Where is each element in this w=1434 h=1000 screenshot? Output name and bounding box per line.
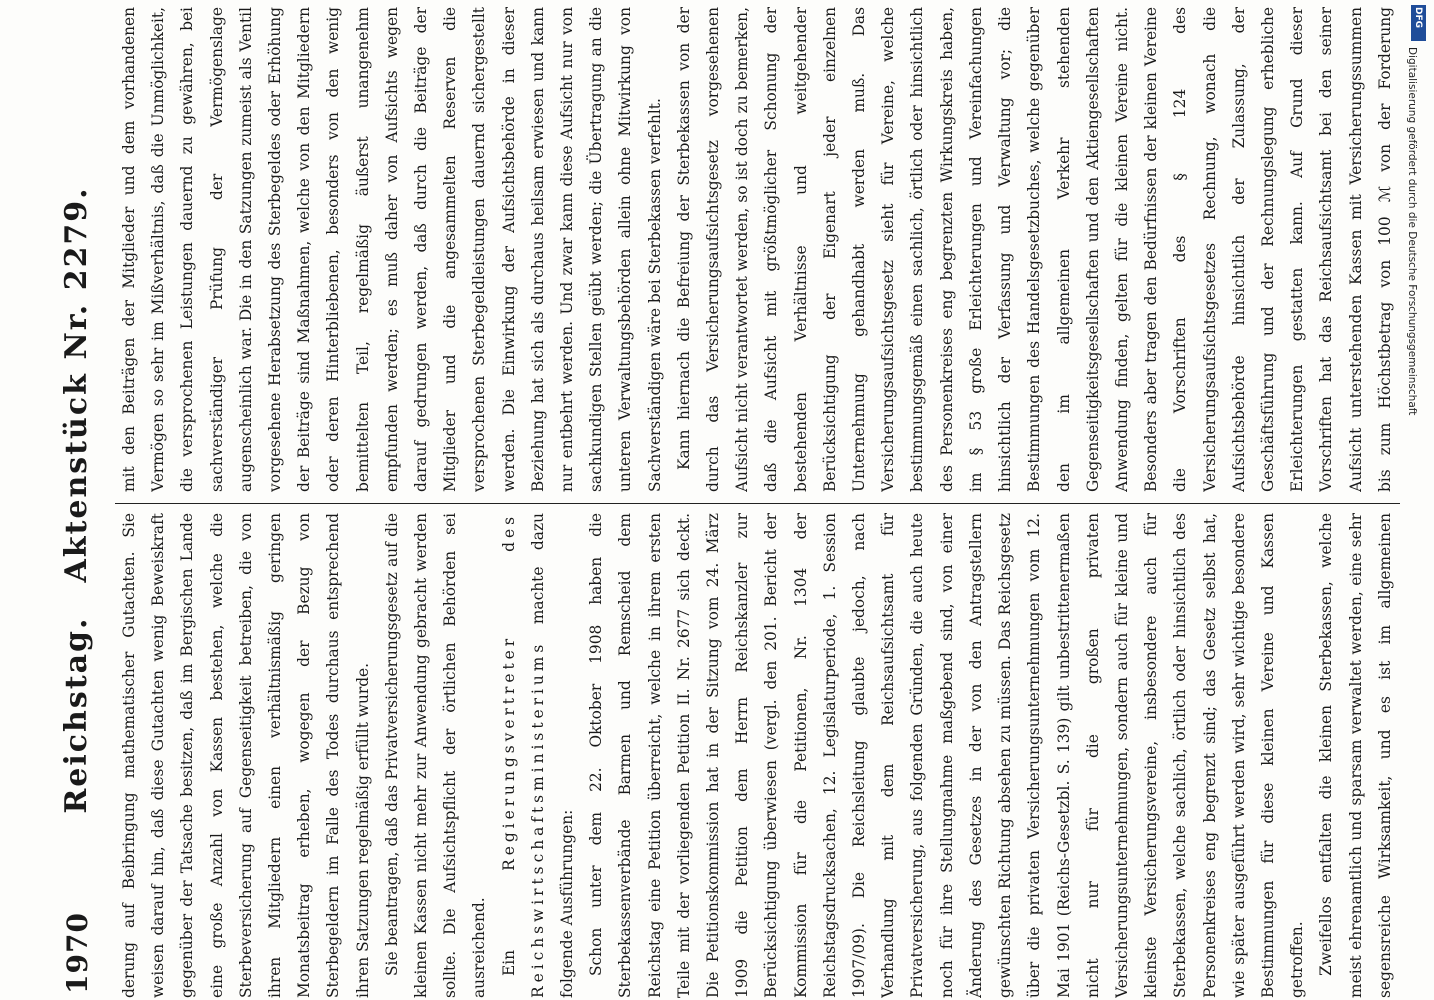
page-header (55, 0, 115, 1000)
column-rule (115, 503, 1400, 504)
dfg-logo-text: DFG (1413, 7, 1423, 29)
watermark-text: Digitalisierung gefördert durch die Deutsche Forschungsgemeinschaft (1406, 47, 1418, 416)
paragraph: mit den Beiträgen der Mitglieder und dem vorhandenen Vermögen so sehr im Mißverhältnis, daß die Unmöglichkeit, die versprochenen Leistungen dauernd zu gewähren, bei sachverständiger Prüfung der Vermögenslage augenscheinlich war. Die in den Satzungen zumeist als Ventil vorgesehene Herabsetzung des Sterbegeldes oder Erhöhung der Beiträge sind Maßnahmen, welche von den Mitgliedern oder deren Hinterbliebenen, besonders von den wenig bemittelten Teil, regelmäßig äußerst unangenehm empfunden werden; es muß daher von Aufsichts wegen darauf gedrungen werden, daß durch die Beiträge der Mitglieder und die angesammelten Reserven die versprochenen Sterbegeldleistungen dauernd sichergestellt werden. Die Einwirkung der Aufsichtsbehörde in dieser Beziehung hat sich als durchaus heilsam erwiesen und kann nur entbehrt werden. Und zwar kann diese Aufsicht nur von sachkundigen Stellen geübt werden; die Übertragung an die unteren Verwaltungsbehörden allein ohne Mitwirkung von Sachverständigen wäre bei Sterbekassen verfehlt. (120, 7, 664, 492)
paragraph: Schon unter dem 22. Oktober 1908 haben die Sterbekassenverbände Barmen und Remscheid dem Reichstag eine Petition überreicht, welche in ihrem ersten Teile mit der vorliegenden Petition II. Nr. 2677 sich deckt. Die Petitionskommission hat in der Sitzung vom 24. März 1909 die Petition dem Herrn Reichskanzler zur Berücksichtigung überwiesen (vergl. den 201. Bericht der Kommission für die Petitionen, Nr. 1304 der Reichstagsdrucksachen, 12. Legislaturperiode, 1. Session 1907/09). Die Reichsleitung glaubte jedoch, nach Verhandlung mit dem Reichsaufsichtsamt für Privatversicherung, aus folgenden Gründen, die auch heute noch für ihre Stellungnahme maßgebend sind, von einer Änderung des Gesetzes in der von den Antragstellern gewünschten Richtung absehen zu müssen. Das Reichsgesetz über die privaten Versicherungsunternehmungen vom 12. Mai 1901 (Reichs-Gesetzbl. S. 139) gilt unbestrittenermaßen nicht nur für die großen privaten Versicherungsunternehmungen, sondern auch für kleine und kleinste Versicherungsvereine, insbesondere auch für Sterbekassen, welche sachlich, örtlich oder hinsichtlich des Personenkreises eng begrenzt sind; das Gesetz selbst hat, wie später ausgeführt werden wird, sehr wichtige besondere Bestimmungen für diese kleinen Vereine und Kassen getroffen. (587, 513, 1307, 998)
paragraph: Kann hiernach die Befreiung der Sterbekassen von der durch das Versicherungsaufsichtsgesetz vorgesehenen Aufsicht nicht verantwortet werden, so ist doch zu bemerken, daß die Aufsicht mit größtmöglicher Schonung der bestehenden Verhältnisse und weitgehender Berücksichtigung der Eigenart jeder einzelnen Unternehmung gehandhabt werden muß. Das Versicherungsaufsichtsgesetz sieht für Vereine, welche bestimmungsgemäß einen sachlich, örtlich oder hinsichtlich des Personenkreises eng begrenzten Wirkungskreis haben, im § 53 große Erleichterungen und Vereinfachungen hinsichtlich der Verfassung und Verwaltung vor; die Bestimmungen des Handelsgesetzbuches, welche gegenüber den im allgemeinen Verkehr stehenden Gegenseitigkeitsgesellschaften und den Aktiengesellschaften Anwendung finden, gelten für die kleinen Vereine nicht. Besonders aber tragen den Bedürfnissen der kleinen Vereine die Vorschriften des § 124 des Versicherungsaufsichtsgesetzes Rechnung, wonach die Aufsichtsbehörde hinsichtlich der Zulassung, der Geschäftsführung und der Rechnungslegung erhebliche Erleichterungen gestatten kann. Auf Grund dieser Vorschriften hat das Reichsaufsichtsamt bei den seiner Aufsicht unterstehenden Kassen mit Versicherungssummen bis zum Höchstbetrag von 100 ℳ von der Forderung (674, 7, 1394, 492)
paragraph: derung auf Beibringung mathematischer Gutachten. Sie weisen darauf hin, daß diese Gutachten wenig Beweiskraft gegenüber der Tatsache besitzen, daß im Bergischen Lande eine große Anzahl von Kassen bestehen, welche die Sterbeversicherung auf Gegenseitigkeit betreiben, die von ihren Mitgliedern einen verhältnismäßig geringen Monatsbeitrag erheben, wogegen der Bezug von Sterbegeldern im Falle des Todes durchaus entsprechend ihren Satzungen regelmäßig erfüllt wurde. (120, 513, 372, 998)
paragraph: Zweifellos entfalten die kleinen Sterbekassen, welche meist ehrenamtlich und sparsam verwaltet werden, eine sehr segensreiche Wirksamkeit, und es ist im allgemeinen (1317, 513, 1394, 998)
running-title (59, 0, 94, 1000)
left-column (115, 513, 1405, 998)
digitization-watermark (1406, 7, 1418, 416)
rotated-page-content (55, 0, 1415, 1000)
paragraph-rest: machte dazu folgende Ausführungen: (528, 513, 577, 998)
paragraph: Sie beantragen, daß das Privatversicherungsgesetz auf die kleinen Kassen nicht mehr zur Anwendung gebracht werden sollte. Die Aufsichtspflicht der örtlichen Behörden sei ausreichend. (382, 513, 489, 998)
paragraph (495, 513, 583, 998)
header-aktenstueck: Aktenstück Nr. 2279. (59, 186, 94, 583)
header-reichstag: Reichstag. (59, 616, 94, 814)
speaker-name: Regierungsvertreter des Reichswirtschaftsministeriums (499, 513, 547, 998)
right-column (115, 7, 1405, 492)
paragraph-lead: Ein (499, 949, 518, 976)
page-number: 1970 (61, 912, 94, 994)
